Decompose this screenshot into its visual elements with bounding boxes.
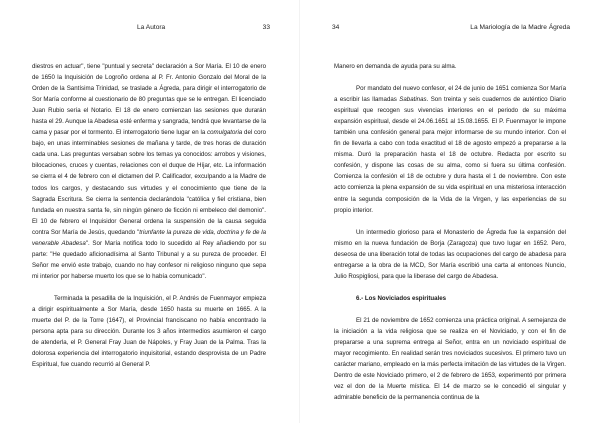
running-title: La Autora <box>137 24 166 31</box>
right-page-header <box>332 21 572 35</box>
section-heading: 6.- Los Noviciados espirituales <box>356 294 447 302</box>
paragraph: El 21 de noviembre de 1652 comienza una práctica original. A semejanza de la iniciación a la vida religiosa que se realiza en el Noviciado, y con el fin de prepararse a una suprema entrega al Señor, entra en un noviciado espiritual de mayor recogimiento. En realidad serán tres noviciados sucesivos. El primero tuvo un carácter mariano, empleado en la más perfecta imitación de las virtudes de la Virgen. Dentro de este Noviciado primero, el 2 de febrero de 1653, experimentó por primera vez el don de la Muerte mística. El 14 de marzo se le concedió el singular y admirable beneficio de la permanencia continua de la <box>334 316 566 402</box>
right-page <box>300 0 600 423</box>
left-page-body <box>32 61 266 370</box>
paragraph: Por mandato del nuevo confesor, el 24 de junio de 1651 comienza Sor María a escribir las llamadas Sabatinas. Son treinta y seis cuadernos de auténtico Diario espiritual que recogen sus vivencias interiores en el periodo de su máxima expansión espiritual, desde el 24.06.1651 al 15.08.1655. El P. Fuenmayor le impone también una confesión general para mejor informarse de su mundo interior. Con el fin de llevarla a cabo con toda exactitud el 18 de agosto empezó a prepararse a la misma. Duró la preparación hasta el 18 de octubre. Redacta por escrito su confesión, y dispone las cosas de su alma, como si fuera su última confesión. Comienza la confesión el 18 de octubre y dura hasta el 1 de noviembre. Con este acto comienza la plena expansión de su vida espiritual en una misteriosa interacción entre la segunda composición de la Vida de la Virgen, y las experiencias de su propio interior. <box>334 85 566 214</box>
paragraph: diestros en actuar", tiene "puntual y secreta" declaración a Sor María. El 10 de enero de 1650 la Inquisición de Logroño ordena al P. Fr. Antonio Gonzalo del Moral de la Orden de la Santísima Trinidad, se traslade a Ágreda, para dirigir el interrogatorio de Sor María conforme al cuestionario de 80 preguntas que se le entregan. El licenciado Juan Rubio sería el Notario. El 18 de enero comienzan las sesiones que durarán hasta el 29. Aunque la Abadesa esté enferma y sangrada, tendrá que levantarse de la cama y pasar por el tormento. El interrogatorio tiene lugar en la comulgatoria del coro bajo, en unas interminables sesiones de mañana y tarde, de tres horas de duración cada una. Las preguntas versaban sobre los temas ya conocidos: arrobos y visiones, bilocaciones, cruces y cuentas, relaciones con el duque de Híjar, etc. La información se cierra el 4 de febrero con el dictamen del P. Calificador, exculpando a la Madre de todos los cargos, y destacando sus virtudes y el conocimiento que tiene de la Sagrada Escritura. Se cierra la sentencia declarándola "católica y fiel cristiana, bien fundada en nuestra santa fe, sin ningún género de ficción ni embeleco del demonio". El 10 de febrero el Inquisidor General ordena la suspensión de la causa seguida contra Sor María de Jesús, quedando "triunfante la pureza de vida, doctrina y fe de la venerable Abadesa". Sor María notifica todo lo sucedido al Rey añadiendo por su parte: "He quedado aficionadísima al Santo Tribunal y a su pureza de proceder. El Señor me envió este trabajo, cuando no hay confesor ni religioso ninguno que sepa mi interior por haberse muerto los que se lo había comunicado". <box>32 63 266 280</box>
page-number: 34 <box>332 24 340 31</box>
paragraph: Un intermedio glorioso para el Monasterio de Ágreda fue la expansión del mismo en la nueva fundación de Borja (Zaragoza) que tuvo lugar en 1652. Pero, deseosa de una liberación total de todas las ocupaciones del cargo de abadesa para entregarse a la obra de la MCD, Sor María escribió una carta al entonces Nuncio, Julio Rospigliosi, para que la liberase del cargo de Abadesa. <box>334 228 566 280</box>
running-title: La Mariología de la Madre Ágreda <box>470 24 570 31</box>
left-page-header <box>30 21 270 35</box>
paragraph: Terminada la pesadilla de la Inquisición, el P. Andrés de Fuenmayor empieza a dirigir espiritualmente a Sor María, desde 1650 hasta su muerte en 1665. A la muerte del P. de la Torre (1647), el Provincial franciscano no había encontrado la persona apta para su dirección. Durante los 3 años intermedios asumieron el cargo de atenderla, el P. General Fray Juan de Nápoles, y Fray Juan de la Palma. Tras la dolorosa experiencia del interrogatorio inquisitorial, estando desprovista de un Padre Espiritual, fue cuando recurrió al General P. <box>32 294 266 369</box>
paragraph: Manero en demanda de ayuda para su alma. <box>334 63 457 70</box>
page-number: 33 <box>262 24 270 31</box>
right-page-body <box>334 61 566 403</box>
